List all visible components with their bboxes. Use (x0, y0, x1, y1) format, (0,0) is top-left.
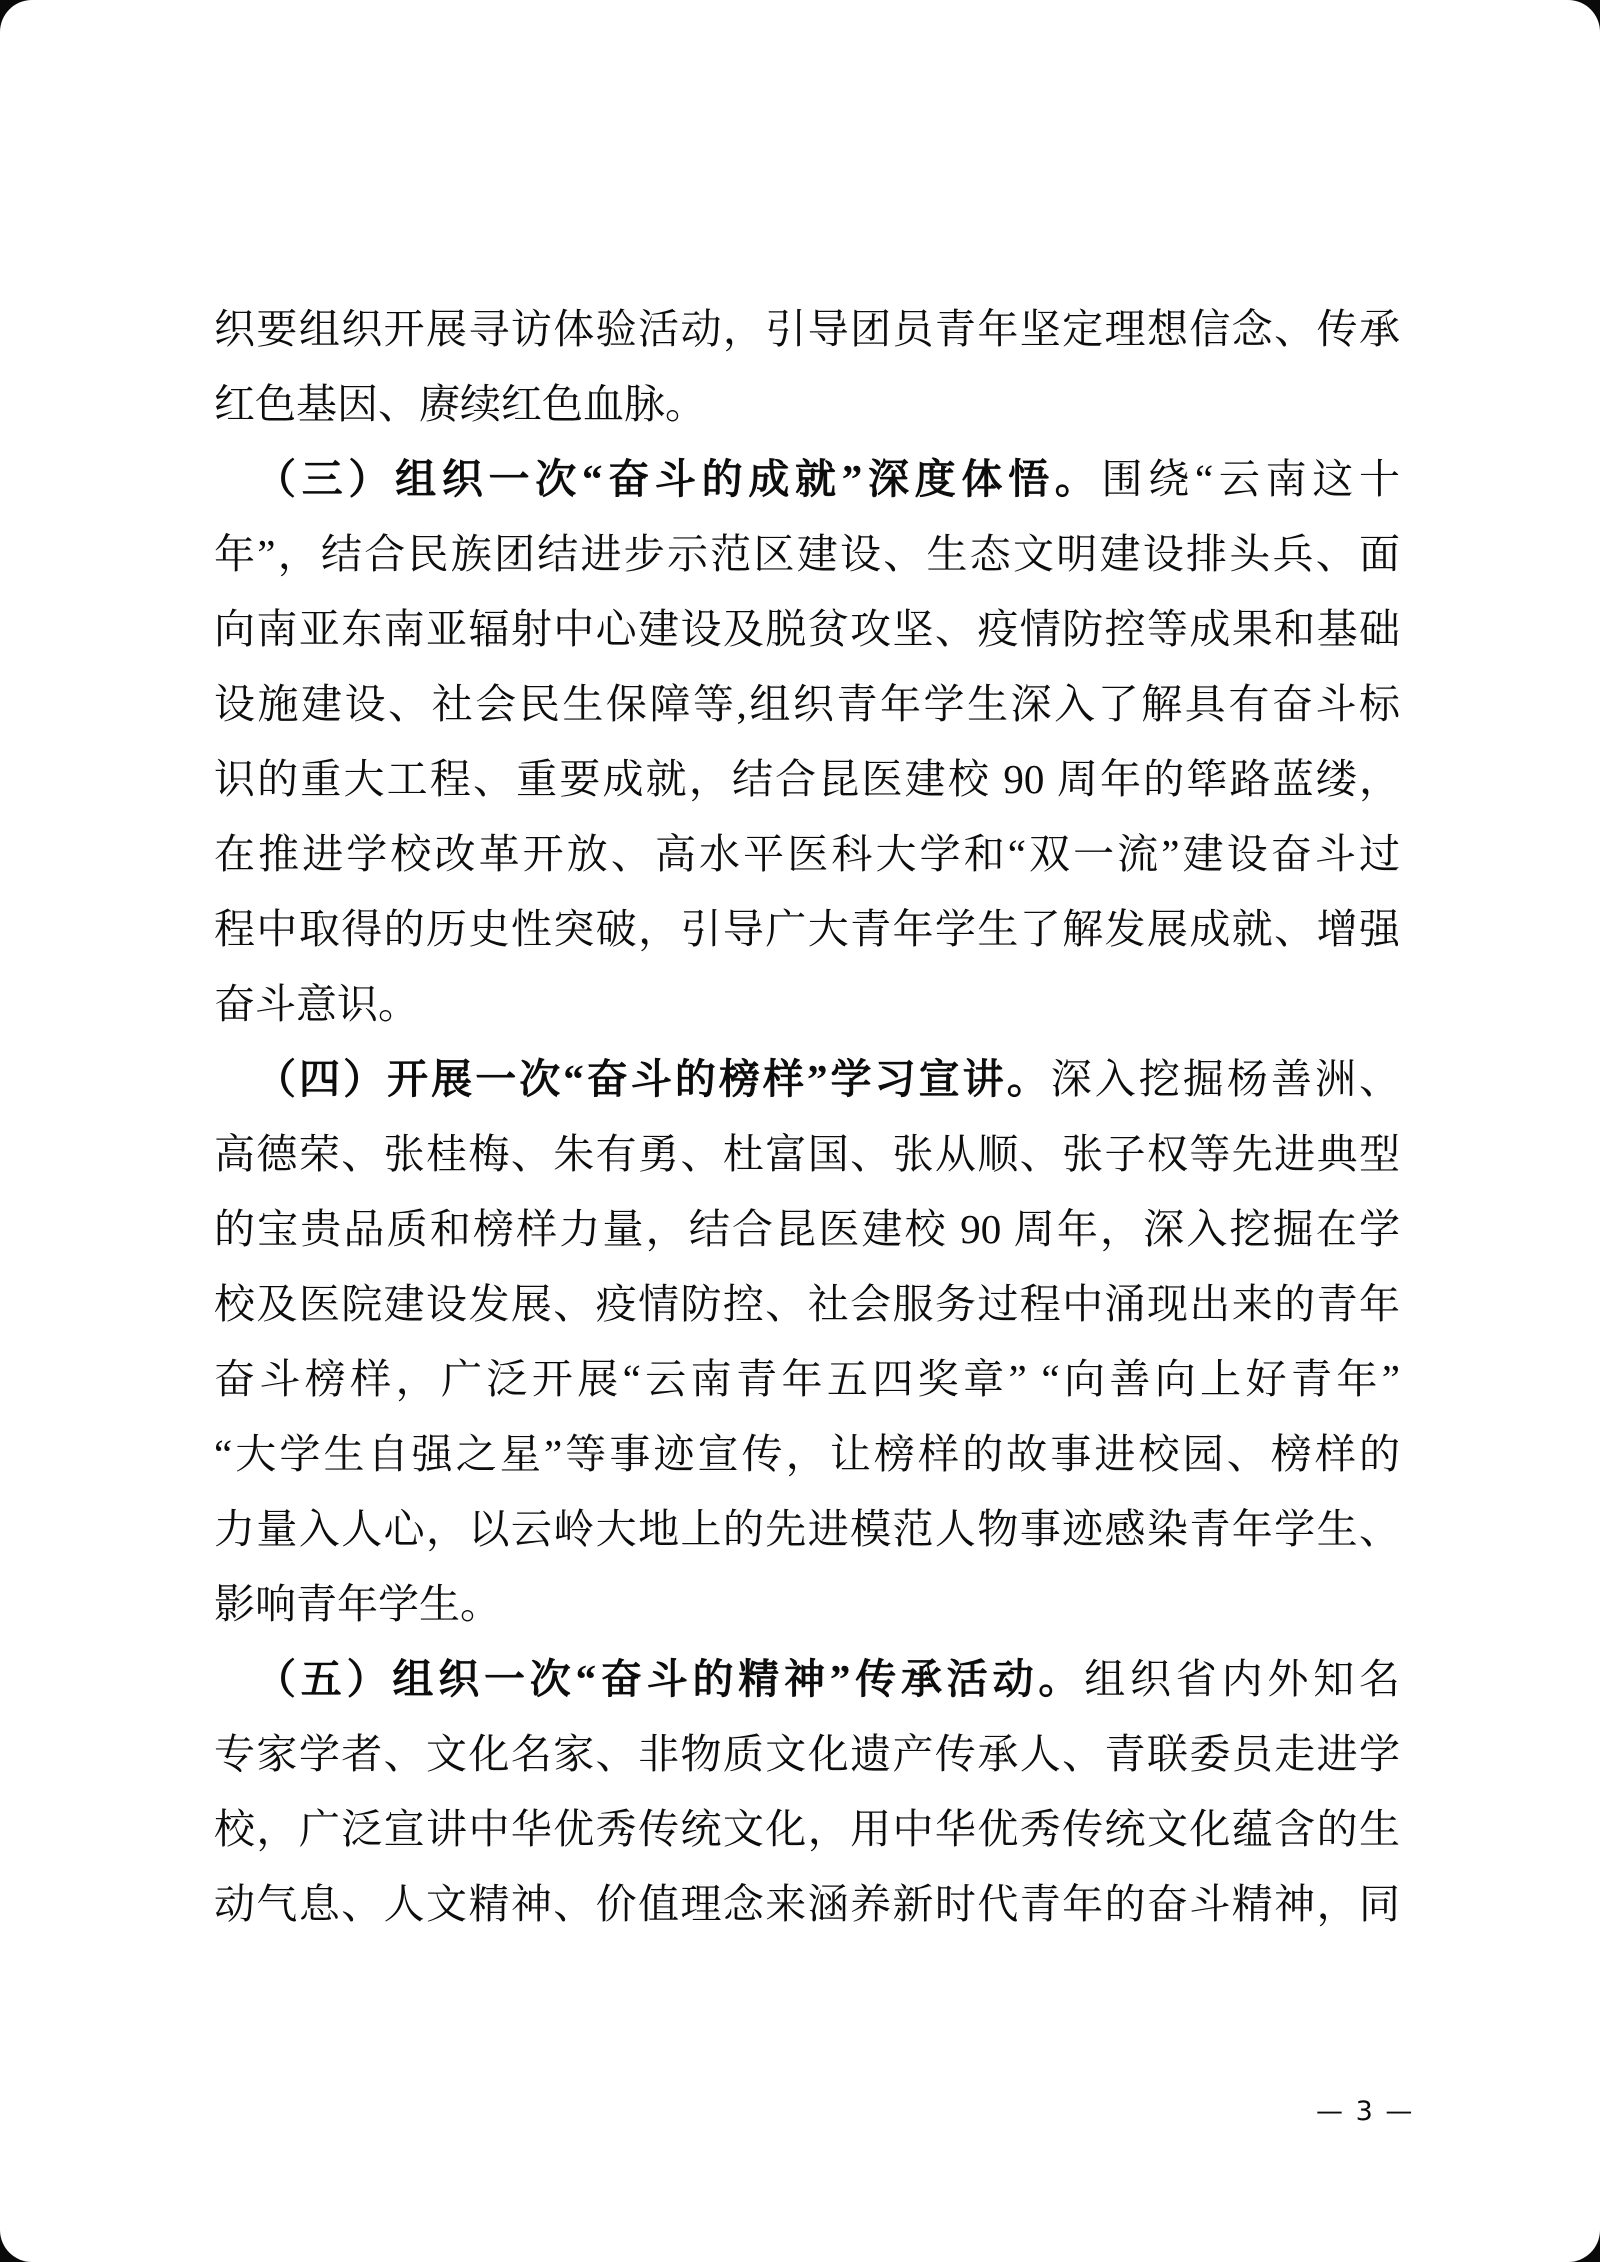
text-line (214, 667, 1400, 742)
line-text: 年”，结合民族团结进步示范区建设、生态文明建设排头兵、面 (214, 531, 1400, 577)
section-heading-text: （三）组织一次“奋斗的成就”深度体悟。 (255, 456, 1102, 502)
text-line (214, 967, 1400, 1042)
page-number: — 3 — (1316, 2096, 1415, 2127)
text-line (214, 1417, 1400, 1492)
text-line (214, 517, 1400, 592)
text-line (214, 817, 1400, 892)
line-text: 深入挖掘杨善洲、 (1050, 1056, 1400, 1102)
line-text: 奋斗意识。 (214, 981, 419, 1027)
line-text: 向南亚东南亚辐射中心建设及脱贫攻坚、疫情防控等成果和基础 (214, 606, 1400, 652)
line-text: “大学生自强之星”等事迹宣传，让榜样的故事进校园、榜样的 (214, 1431, 1400, 1477)
text-line (214, 1492, 1400, 1567)
section-heading-text: （四）开展一次“奋斗的榜样”学习宣讲。 (255, 1056, 1051, 1102)
text-line (214, 1567, 1400, 1642)
text-line (214, 1267, 1400, 1342)
text-line-section-heading-4 (214, 1042, 1400, 1117)
text-line (214, 292, 1400, 367)
line-text: 校，广泛宣讲中华优秀传统文化，用中华优秀传统文化蕴含的生 (214, 1806, 1400, 1852)
line-text: 组织省内外知名 (1084, 1656, 1400, 1702)
text-line-section-heading-5 (214, 1642, 1400, 1717)
line-text: 奋斗榜样，广泛开展“云南青年五四奖章” “向善向上好青年” (214, 1356, 1400, 1402)
text-line (214, 367, 1400, 442)
text-line (214, 892, 1400, 967)
text-line (214, 1867, 1400, 1942)
text-line (214, 1117, 1400, 1192)
line-text: 在推进学校改革开放、高水平医科大学和“双一流”建设奋斗过 (214, 831, 1400, 877)
line-text: 的宝贵品质和榜样力量，结合昆医建校 90 周年，深入挖掘在学 (214, 1206, 1400, 1252)
text-line (214, 1192, 1400, 1267)
line-text: 专家学者、文化名家、非物质文化遗产传承人、青联委员走进学 (214, 1731, 1400, 1777)
line-text: 识的重大工程、重要成就，结合昆医建校 90 周年的筚路蓝缕， (214, 756, 1400, 802)
text-line (214, 1717, 1400, 1792)
line-text: 动气息、人文精神、价值理念来涵养新时代青年的奋斗精神，同 (214, 1881, 1400, 1927)
line-text: 围绕“云南这十 (1101, 456, 1400, 502)
line-text: 设施建设、社会民生保障等,组织青年学生深入了解具有奋斗标 (214, 681, 1400, 727)
text-line (214, 742, 1400, 817)
line-text: 力量入人心，以云岭大地上的先进模范人物事迹感染青年学生、 (214, 1506, 1400, 1552)
text-line-section-heading-3 (214, 442, 1400, 517)
line-text: 校及医院建设发展、疫情防控、社会服务过程中涌现出来的青年 (214, 1281, 1400, 1327)
line-text: 程中取得的历史性突破，引导广大青年学生了解发展成就、增强 (214, 906, 1400, 952)
text-line (214, 1342, 1400, 1417)
line-text: 高德荣、张桂梅、朱有勇、杜富国、张从顺、张子权等先进典型 (214, 1131, 1400, 1177)
text-line (214, 1792, 1400, 1867)
text-line (214, 592, 1400, 667)
line-text: 红色基因、赓续红色血脉。 (214, 381, 706, 427)
section-heading-text: （五）组织一次“奋斗的精神”传承活动。 (255, 1656, 1085, 1702)
line-text: 织要组织开展寻访体验活动，引导团员青年坚定理想信念、传承 (214, 306, 1400, 352)
line-text: 影响青年学生。 (214, 1581, 501, 1627)
document-body (214, 292, 1400, 1942)
